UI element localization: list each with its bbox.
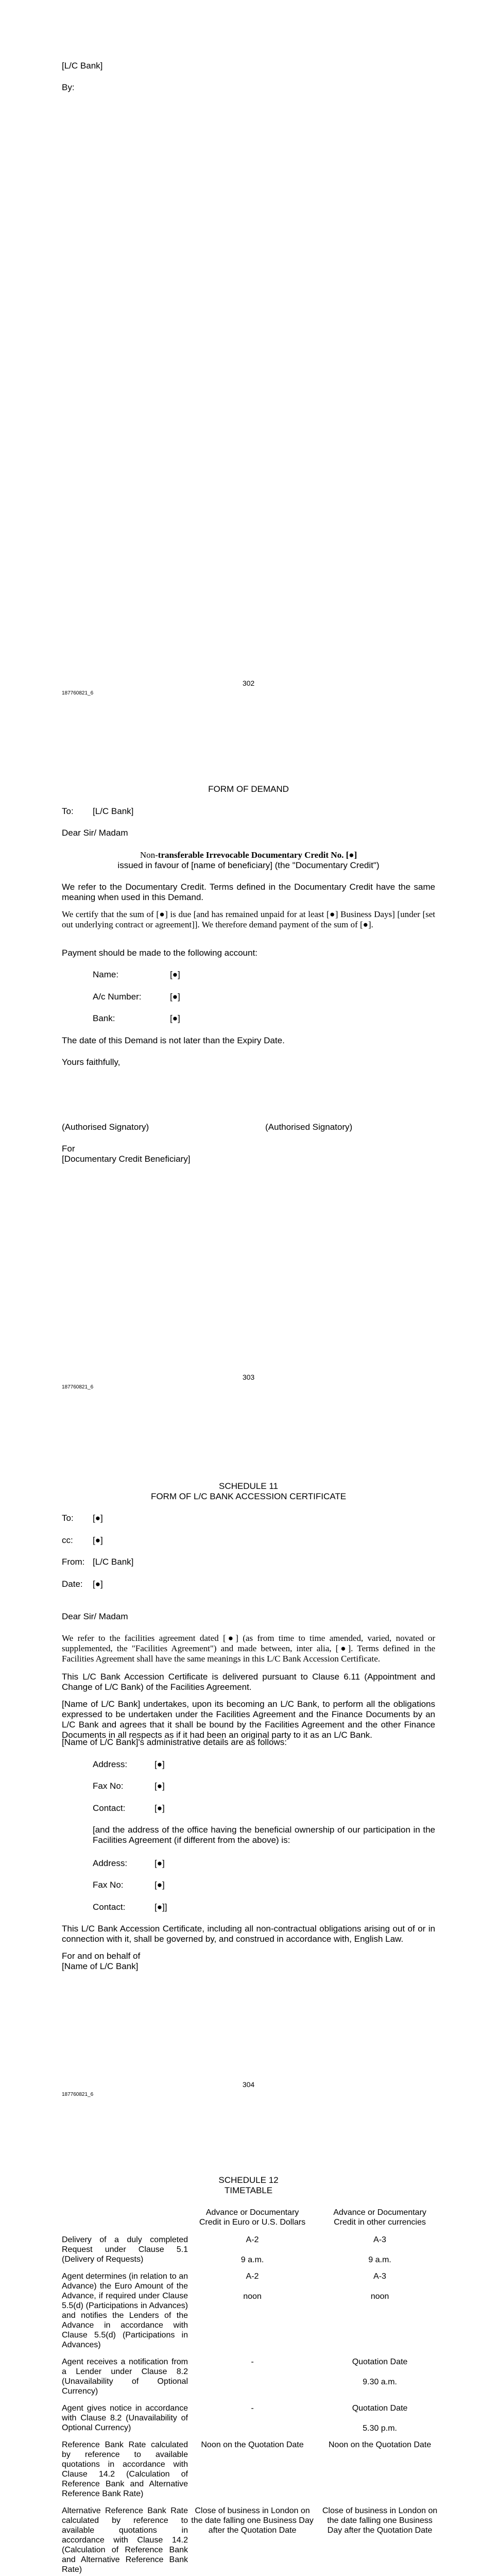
contact-label: Contact: [93,1902,126,1912]
cell-time: 9 a.m. [241,2256,264,2264]
account-label: A/c Number: [93,992,142,1002]
row-desc: Agent gives notice in accordance with Clause 8.2 (Unavailability of Optional Currency) [62,2404,188,2432]
cell-time: 9.30 a.m. [363,2378,397,2386]
header-blank [62,2208,188,2235]
name-value: [●] [170,970,180,979]
paragraph: We refer to the Documentary Credit. Terms defined in the Documentary Credit have the same meaning when used in this Demand. [62,882,435,902]
from-value: [L/C Bank] [93,1557,134,1567]
row-col1 [188,2272,317,2357]
row-col2: Close of business in London on the date falling one Business Day after the Quotation Date [322,2506,438,2535]
address-value: [●] [155,1858,165,1868]
cell-value: Quotation Date [352,2358,408,2366]
signatory-right: (Authorised Signatory) [265,1122,353,1132]
address-value: [●] [155,1759,165,1769]
cell-time: noon [370,2292,389,2301]
cell-time: 9 a.m. [368,2256,391,2264]
cc-value: [●] [93,1535,103,1545]
row-desc: Agent determines (in relation to an Advance) the Euro Amount of the Advance, if required under Clause 5.5(d) (Participations in Advances) and notifies the Lenders of the Advance in accordance with Clause 5.5(d) (Participations in Advances) [62,2272,188,2349]
paragraph: This L/C Bank Accession Certificate, including all non-contractual obligations arising out of or in connection with it, shall be governed by, and construed in accordance with, English Law. [62,1924,435,1944]
salutation: Dear Sir/ Madam [62,828,128,838]
credit-title [0,850,497,860]
paragraph: We certify that the sum of [●] is due [and has remained unpaid for at least [●] Business Days] [under [set out underlying contract or agreement]]. We therefore demand payment of the sum of [●]. [62,909,435,929]
paragraph: [Name of L/C Bank]'s administrative details are as follows: [62,1737,287,1747]
table-row [62,2357,443,2403]
contact-value: [●] [155,1803,165,1813]
to-value: [L/C Bank] [93,806,134,816]
footer-ref: 187760821_6 [62,690,94,696]
for-behalf: For and on behalf of [62,1951,141,1961]
page-number: 302 [242,679,255,687]
account-value: [●] [170,992,180,1002]
row-desc: Alternative Reference Bank Rate calculated by reference to available quotations in accordance with Clause 14.2 (Calculation of Reference Bank and Alternative Reference Bank Rate) [62,2506,188,2574]
cell-value: A-3 [373,2272,386,2281]
row-col1 [188,2235,317,2272]
bank-value: [●] [170,1013,180,1023]
table-row [62,2235,443,2272]
cell-time: 5.30 p.m. [363,2424,397,2433]
col-header-euro-usd: Advance or Documentary Credit in Euro or U.S. Dollars [199,2208,306,2227]
paragraph: This L/C Bank Accession Certificate is delivered pursuant to Clause 6.11 (Appointment and Change of L/C Bank) of the Facilities Agreement. [62,1672,435,1692]
cell-value: A-3 [373,2235,386,2244]
paragraph: [and the address of the office having the beneficial ownership of our participation in the Facilities Agreement (if different from the above) is: [93,1825,435,1845]
table-row [62,2506,443,2576]
page-title: FORM OF DEMAND [208,784,289,794]
timetable [62,2208,443,2576]
payment-intro: Payment should be made to the following account: [62,948,258,958]
table-row [62,2403,443,2440]
name-label: Name: [93,970,119,979]
page-number: 303 [242,1373,255,1381]
fax-label: Fax No: [93,1880,124,1890]
col-header-other-currencies: Advance or Documentary Credit in other currencies [333,2208,426,2227]
address-label: Address: [93,1858,128,1868]
date-value: [●] [93,1579,103,1589]
for-label: For [62,1144,75,1154]
row-col2 [317,2235,443,2272]
fax-value: [●] [155,1781,165,1791]
table-row [62,2440,443,2506]
schedule-heading: SCHEDULE 12 [218,2175,279,2185]
cell-value: A-2 [246,2272,259,2281]
page-title: FORM OF L/C BANK ACCESSION CERTIFICATE [150,1492,347,1501]
cell-value: A-2 [246,2235,259,2244]
from-label: From: [62,1557,85,1567]
row-col1 [188,2357,317,2403]
schedule-heading: SCHEDULE 11 [219,1481,278,1491]
beneficiary-name: [Documentary Credit Beneficiary] [62,1154,191,1164]
page-title: TIMETABLE [224,2185,273,2195]
row-desc: Agent receives a notification from a Lender under Clause 8.2 (Unavailability of Optional Currency) [62,2358,188,2396]
paragraph: We refer to the facilities agreement dated [●] (as from time to time amended, varied, novated or supplemented, the "Facilities Agreement") and made between, inter alia, [●]. Terms defined in the Facilities Agreement shall have the same meanings in this L/C Bank Accession Certificate. [62,1633,435,1664]
paragraph: [Name of L/C Bank] undertakes, upon its becoming an L/C Bank, to perform all the obligations expressed to be undertaken under the Facilities Agreement and the Finance Documents by an L/C Bank and agrees that it shall be bound by the Facilities Agreement and the other Finance Documents in all respects as if it had been an original party to it as an L/C Bank. [62,1699,435,1740]
signatory-left: (Authorised Signatory) [62,1122,149,1132]
row-desc: Reference Bank Rate calculated by reference to available quotations in accordance with Clause 14.2 (Calculation of Reference Bank and Alternative Reference Bank Rate) [62,2441,188,2498]
footer-ref: 187760821_6 [62,2092,94,2097]
to-label: To: [62,806,74,816]
table-row [62,2272,443,2357]
footer-ref: 187760821_6 [62,1384,94,1390]
by-label: By: [62,82,75,92]
lc-bank-name: [Name of L/C Bank] [62,1961,139,1971]
cell-value: - [251,2404,254,2413]
row-col1: Close of business in London on the date falling one Business Day after the Quotation Date [191,2506,314,2535]
salutation: Dear Sir/ Madam [62,1612,128,1621]
lc-bank-label: [L/C Bank] [62,61,103,71]
row-col1 [188,2403,317,2440]
row-col2: Noon on the Quotation Date [328,2441,432,2449]
table-header-row [62,2208,443,2235]
credit-prefix: Non- [140,850,158,860]
page-number: 304 [242,2080,255,2089]
date-label: Date: [62,1579,83,1589]
row-col1: Noon on the Quotation Date [201,2441,304,2449]
cell-time: noon [243,2292,262,2301]
row-col2 [317,2403,443,2440]
row-col2 [317,2272,443,2357]
bank-label: Bank: [93,1013,115,1023]
cell-value: - [251,2358,254,2366]
contact-value: [●]] [155,1902,167,1912]
row-col2 [317,2357,443,2403]
contact-label: Contact: [93,1803,126,1813]
to-value: [●] [93,1513,103,1523]
issued-line: issued in favour of [name of beneficiary] (the "Documentary Credit") [117,860,380,870]
expiry-sentence: The date of this Demand is not later than the Expiry Date. [62,1036,285,1045]
timetable-table [62,2208,443,2576]
address-label: Address: [93,1759,128,1769]
fax-label: Fax No: [93,1781,124,1791]
fax-value: [●] [155,1880,165,1890]
row-desc: Delivery of a duly completed Request under Clause 5.1 (Delivery of Requests) [62,2235,188,2264]
closing: Yours faithfully, [62,1057,121,1067]
to-label: To: [62,1513,74,1523]
credit-number: transferable Irrevocable Documentary Credit No. [●] [158,850,357,860]
cell-value: Quotation Date [352,2404,408,2413]
cc-label: cc: [62,1535,73,1545]
